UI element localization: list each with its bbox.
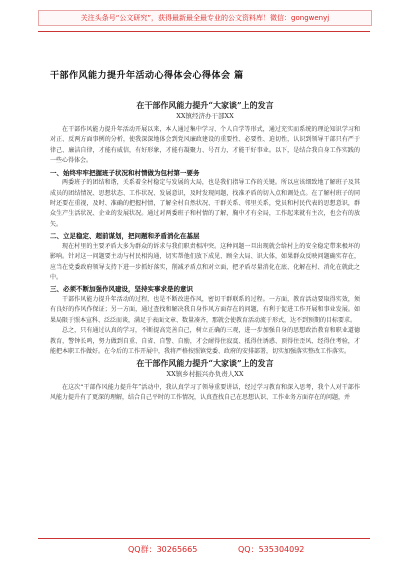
speech-1-section-2-body: 现在村里的主要矛盾大多为群众的诉求与我们职责相冲突。这种问题一旦出现就会给村上的安全稳定带来极坏的影响。针对这一问题要主动与村民相沟通，切实帮他们放下成见、顾全大局、识大体，如果群众反映问题确实存在，应当在党委政府领导支持下进一步抓好落实，削减矛盾点和对立面，把矛盾尽量消化在底、化解在村、消化在就此之中。 bbox=[50, 242, 360, 282]
speech-2-intro: 在这次“干部作风能力提升年”活动中，我认真学习了领导重要讲话，经过学习教育和深入思考，我个人对干部作风能力提升有了更深的理解，结合自己平时的工作情况，认真查找自己在思想认识、工作业务方面存在的问题，并 bbox=[50, 383, 360, 401]
document-body bbox=[50, 100, 360, 403]
speech-1-section-1-title: 一、始终牢牢把握班子状况和村情做为包村第一要务 bbox=[50, 168, 200, 177]
speech-1-section-3-title: 三、必须不断加强作风建设，坚持实事求是的意识 bbox=[50, 285, 193, 294]
speech-1-section-3-body: 干部作风能力提升年活动的过程，也是不断改进作风，密切干群联系的过程。一方面，教育活动要取得实效，须有良好的作风作保证；另一方面，通过查找和解决我自身作风方面存在的问题，有利于促进工作开展和事业发展。如果局限于照本宣科、泛泛而谈，满足于表面文章、数量凑齐，那就会使教育活动流于形式，达不到预期的目标要求。 bbox=[50, 296, 360, 324]
speech-2-author: XX镇乡村振兴办负责人XX bbox=[166, 369, 244, 378]
footer bbox=[38, 544, 370, 558]
bottom-divider bbox=[38, 538, 370, 539]
footer-qq-group: QQ群：30265665 bbox=[128, 545, 198, 554]
speech-1-author: XX镇经济办干部XX bbox=[176, 112, 234, 120]
top-divider bbox=[38, 31, 370, 32]
speech-1-title: 在干部作风能力提升“大家谈”上的发言 bbox=[136, 100, 274, 110]
top-banner[interactable]: 关注头条号“公文研究”，获得最新最全最专业的公文资料库！微信：gongwenyj bbox=[38, 10, 372, 26]
speech-1-section-2-title: 二、立足稳定、超前谋划，把问题和矛盾消化在基层 bbox=[50, 232, 200, 241]
document-heading: 干部作风能力提升年活动心得体会心得体会 篇 bbox=[50, 71, 244, 80]
speech-1-closing: 总之，只有通过认真的学习，不断提高完善自己，树立正确的三观，进一步加强自身的思想政治教育和职业道德教育，警钟长鸣，努力做到自重、自省、自警、自励，才会耐得住寂寞、抵得住诱惑、顶得住歪风、经得住考验，才能把本职工作做好。在今后的工作开展中，我将严格按照镇党委、政府的安排部署，切实加强落实整改工作落实。 bbox=[50, 327, 360, 356]
speech-1-section-1-body: 两委班子的团结和谐，关系着全村稳定与发展的大局，也是我们指导工作的关键。所以应该细致地了解班子及其成员的团结情况、思想状态、工作状况、发展意识，及时发现问题，找准矛盾的切入点和调处点。在了解村班子的同时还要在重视，及时、准确的把握村情，了解全村自然状况、干群关系、邻里关系，党员和村民代表的思想意识，群众生产生活状况、企业的发展状况。通过对两委班子和村情的了解，胸中才有全局，工作起来就有主次，也会有的放矢。 bbox=[50, 179, 360, 228]
speech-2-title: 在干部作风能力提升“大家谈”上的发言 bbox=[136, 357, 274, 368]
footer-qq-contact: QQ：535304092 bbox=[238, 545, 305, 554]
speech-1-intro: 在干部作风能力提升年活动开展以来，本人通过集中学习、个人自学等形式，通过充实而系统的理论知识学习和对正、反两方面事例的分析，使我深深地体会到党风廉政建设的重要性、必要性、迫切性，认识到领导干部只有严于律己、廉洁自律，才能有威信，有好形象，才能有凝聚力、号召力，才能干好事业。以下，是结合我自身工作实践的一些心得体会。 bbox=[50, 126, 360, 165]
